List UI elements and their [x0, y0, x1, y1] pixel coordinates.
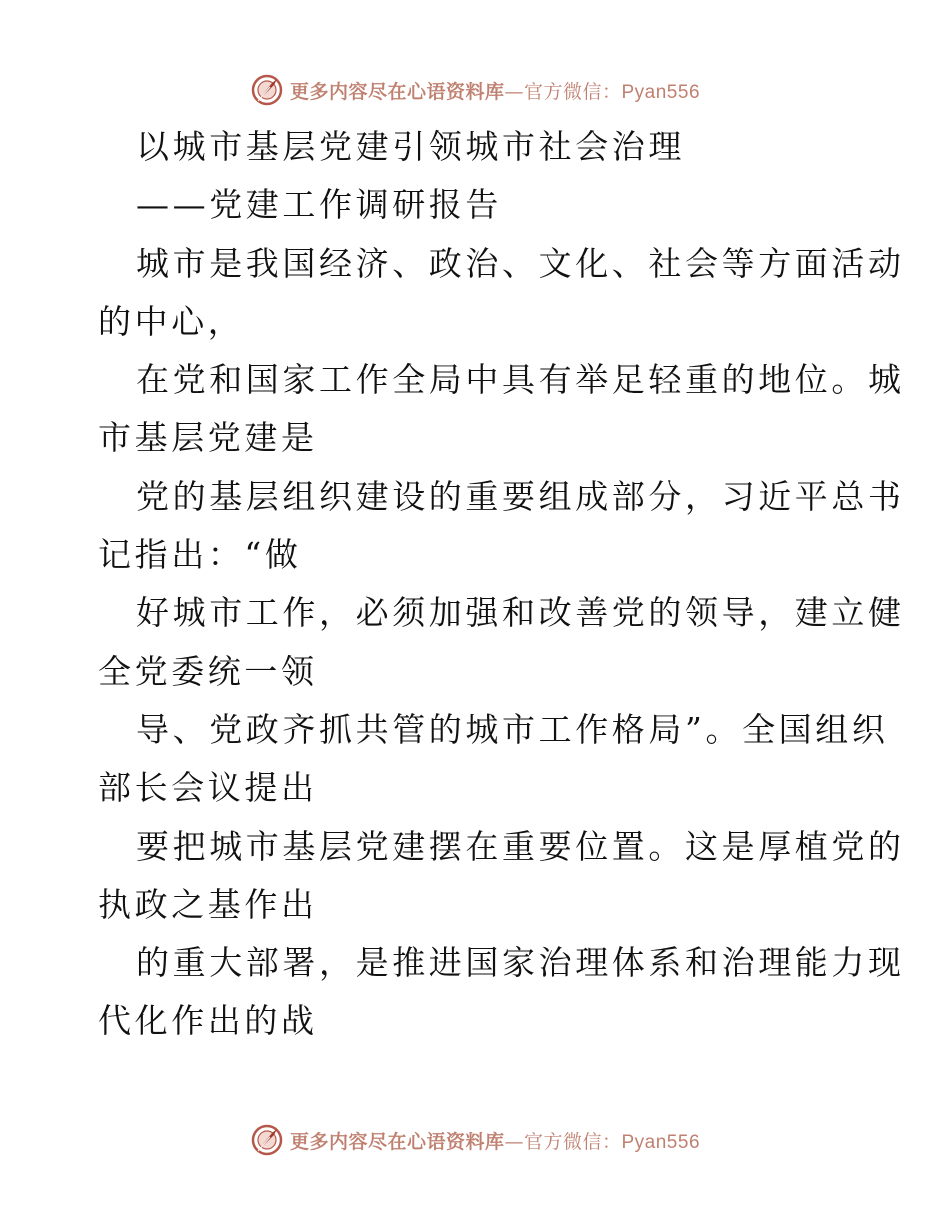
- watermark-main: 更多内容尽在心语资料库: [289, 80, 505, 103]
- watermark-separator: —官方微信：: [504, 1130, 622, 1153]
- footer-watermark: [0, 1120, 950, 1160]
- quill-pen-seal-icon: [250, 73, 284, 107]
- watermark-wechat-id: Pyan556: [621, 1131, 701, 1153]
- doc-line: 城市是我国经济、政治、文化、社会等方面活动: [136, 243, 905, 283]
- doc-line: 市基层党建是: [98, 418, 318, 458]
- doc-line: 记指出：“做: [98, 535, 302, 575]
- doc-line: 导、党政齐抓共管的城市工作格局”。全国组织: [136, 709, 889, 749]
- doc-line: 部长会议提出: [98, 768, 318, 808]
- doc-line: 的中心，: [98, 301, 245, 341]
- document-body: [98, 118, 905, 1051]
- watermark-main: 更多内容尽在心语资料库: [289, 1130, 505, 1153]
- doc-title: 以城市基层党建引领城市社会治理: [136, 127, 685, 166]
- watermark-text: [290, 77, 700, 104]
- quill-pen-seal-icon: [250, 1123, 284, 1157]
- doc-line: 代化作出的战: [98, 1001, 318, 1041]
- doc-line: 要把城市基层党建摆在重要位置。这是厚植党的: [136, 826, 905, 866]
- doc-line: 在党和国家工作全局中具有举足轻重的地位。城: [136, 360, 905, 400]
- doc-subtitle: ——党建工作调研报告: [136, 185, 502, 225]
- watermark-separator: —官方微信：: [504, 80, 622, 103]
- doc-line: 执政之基作出: [98, 884, 318, 924]
- doc-line: 党的基层组织建设的重要组成部分，习近平总书: [136, 476, 905, 516]
- watermark-text: [290, 1127, 700, 1154]
- watermark-wechat-id: Pyan556: [621, 81, 701, 103]
- doc-line: 的重大部署，是推进国家治理体系和治理能力现: [136, 943, 905, 983]
- header-watermark: [0, 70, 950, 110]
- doc-line: 好城市工作，必须加强和改善党的领导，建立健: [136, 593, 905, 633]
- doc-line: 全党委统一领: [98, 651, 318, 691]
